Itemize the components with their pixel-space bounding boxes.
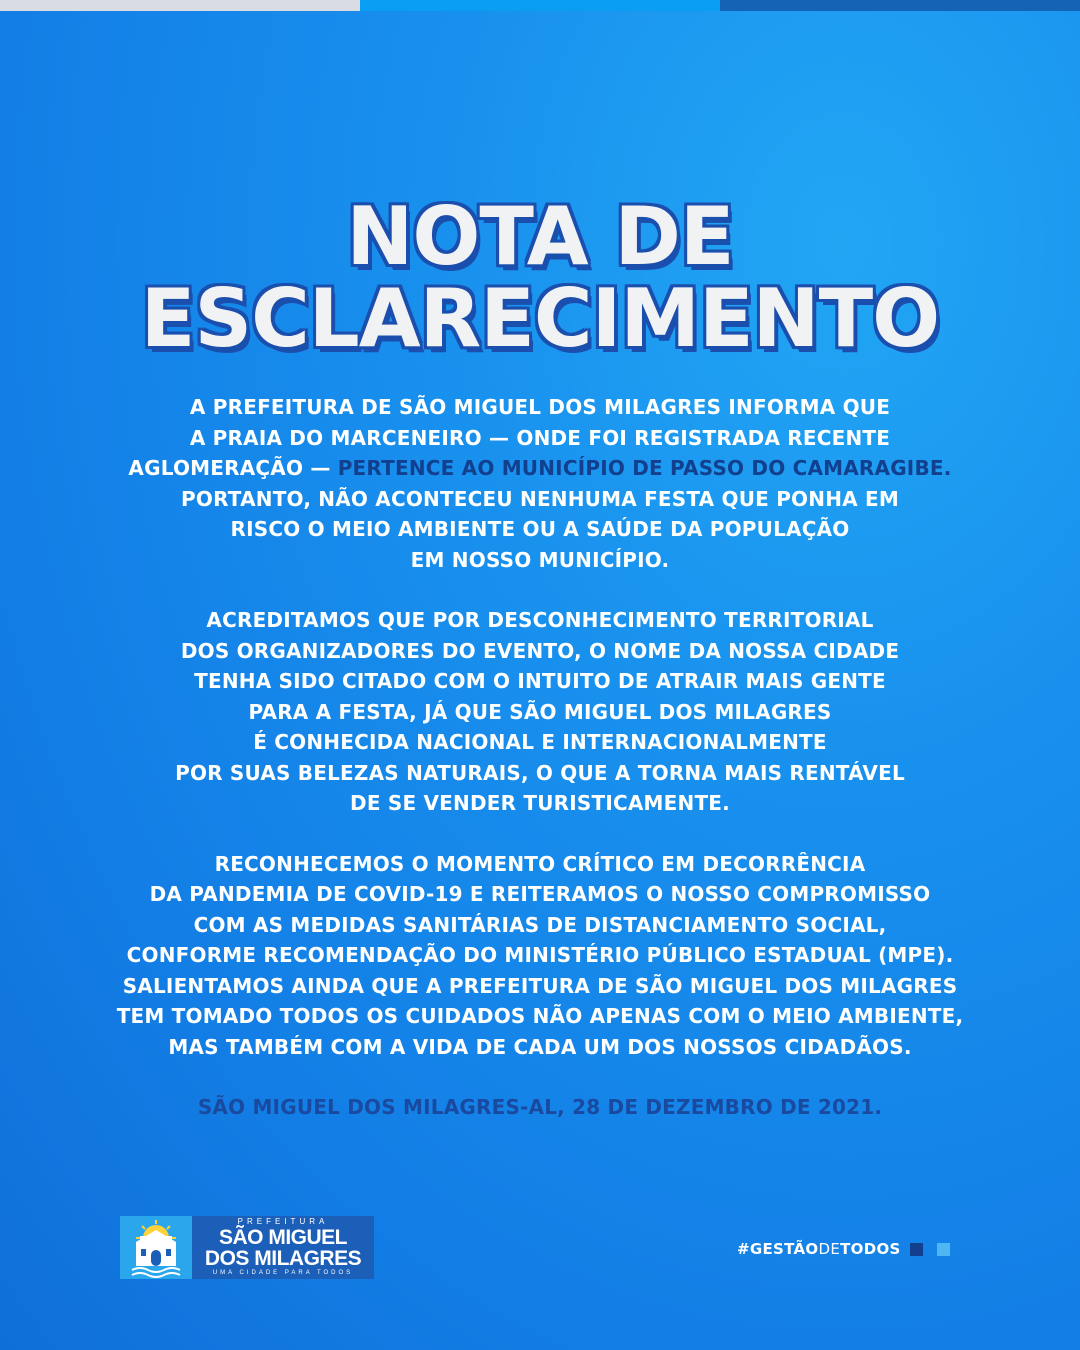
- text-line: POR SUAS BELEZAS NATURAIS, O QUE A TORNA MAIS RENTÁVEL: [175, 760, 905, 785]
- paragraph-2: [40, 605, 1040, 819]
- text-line: ACREDITAMOS QUE POR DESCONHECIMENTO TERRITORIAL: [206, 608, 874, 632]
- title-line-2: ESCLARECIMENTO: [140, 272, 940, 365]
- logo-prefix: PREFEITURA: [237, 1217, 329, 1226]
- logo-text: [192, 1217, 374, 1278]
- hashtag-part-2: DE: [818, 1240, 841, 1258]
- paragraph-1: [40, 392, 1040, 575]
- text-line: DE SE VENDER TURISTICAMENTE.: [350, 791, 730, 815]
- page-title: [0, 190, 1080, 365]
- text-line: MAS TAMBÉM COM A VIDA DE CADA UM DOS NOSSOS CIDADÃOS.: [168, 1034, 912, 1059]
- text-line: CONFORME RECOMENDAÇÃO DO MINISTÉRIO PÚBLICO ESTADUAL (MPE).: [126, 943, 954, 967]
- logo-name-line-1: SÃO MIGUEL: [218, 1226, 347, 1249]
- logo-tagline: UMA CIDADE PARA TODOS: [212, 1270, 354, 1276]
- title-line-1: NOTA DE: [346, 190, 734, 283]
- hashtag-signature: [737, 1238, 950, 1260]
- hashtag-part-1: #GESTÃO: [737, 1240, 819, 1258]
- top-bar-segment-dark-blue: [720, 0, 1080, 11]
- hashtag-part-3: TODOS: [840, 1240, 901, 1258]
- top-bar-segment-gray: [0, 0, 360, 11]
- date-line: SÃO MIGUEL DOS MILAGRES-AL, 28 DE DEZEMBRO DE 2021.: [197, 1095, 883, 1119]
- text-line: DOS ORGANIZADORES DO EVENTO, O NOME DA NOSSA CIDADE: [180, 638, 900, 663]
- light-square-icon: [937, 1243, 950, 1256]
- text-line: É CONHECIDA NACIONAL E INTERNACIONALMENTE: [253, 730, 827, 754]
- highlighted-text: PERTENCE AO MUNICÍPIO DE PASSO DO CAMARAGIBE.: [337, 456, 952, 480]
- logo-name-line-2: DOS MILAGRES: [204, 1247, 362, 1270]
- top-color-bar: [0, 0, 1080, 11]
- church-sun-icon: [120, 1216, 192, 1279]
- text-line: PORTANTO, NÃO ACONTECEU NENHUMA FESTA QUE PONHA EM: [181, 486, 899, 511]
- text-line: PARA A FESTA, JÁ QUE SÃO MIGUEL DOS MILAGRES: [248, 699, 832, 724]
- text-line: TEM TOMADO TODOS OS CUIDADOS NÃO APENAS COM O MEIO AMBIENTE,: [116, 1004, 964, 1028]
- text-line: A PREFEITURA DE SÃO MIGUEL DOS MILAGRES INFORMA QUE: [189, 395, 891, 419]
- text-fragment: AGLOMERAÇÃO —: [128, 456, 338, 480]
- top-bar-segment-light-blue: [360, 0, 720, 11]
- text-line: RISCO O MEIO AMBIENTE OU A SAÚDE DA POPULAÇÃO: [230, 517, 850, 541]
- text-line: TENHA SIDO CITADO COM O INTUITO DE ATRAIR MAIS GENTE: [194, 669, 886, 693]
- text-line: RECONHECEMOS O MOMENTO CRÍTICO EM DECORRÊNCIA: [214, 851, 866, 876]
- paragraph-3: [40, 849, 1040, 1063]
- text-line: SALIENTAMOS AINDA QUE A PREFEITURA DE SÃO MIGUEL DOS MILAGRES: [122, 973, 958, 998]
- text-line: COM AS MEDIDAS SANITÁRIAS DE DISTANCIAMENTO SOCIAL,: [193, 912, 887, 937]
- text-line: A PRAIA DO MARCENEIRO — ONDE FOI REGISTRADA RECENTE: [189, 425, 891, 450]
- text-line-with-highlight: [40, 453, 1040, 484]
- dark-square-icon: [910, 1243, 923, 1256]
- text-line: DA PANDEMIA DE COVID-19 E REITERAMOS O NOSSO COMPROMISSO: [149, 882, 931, 906]
- text-line: EM NOSSO MUNICÍPIO.: [410, 547, 670, 572]
- prefeitura-logo: [120, 1216, 374, 1279]
- statement-body: [40, 392, 1040, 1123]
